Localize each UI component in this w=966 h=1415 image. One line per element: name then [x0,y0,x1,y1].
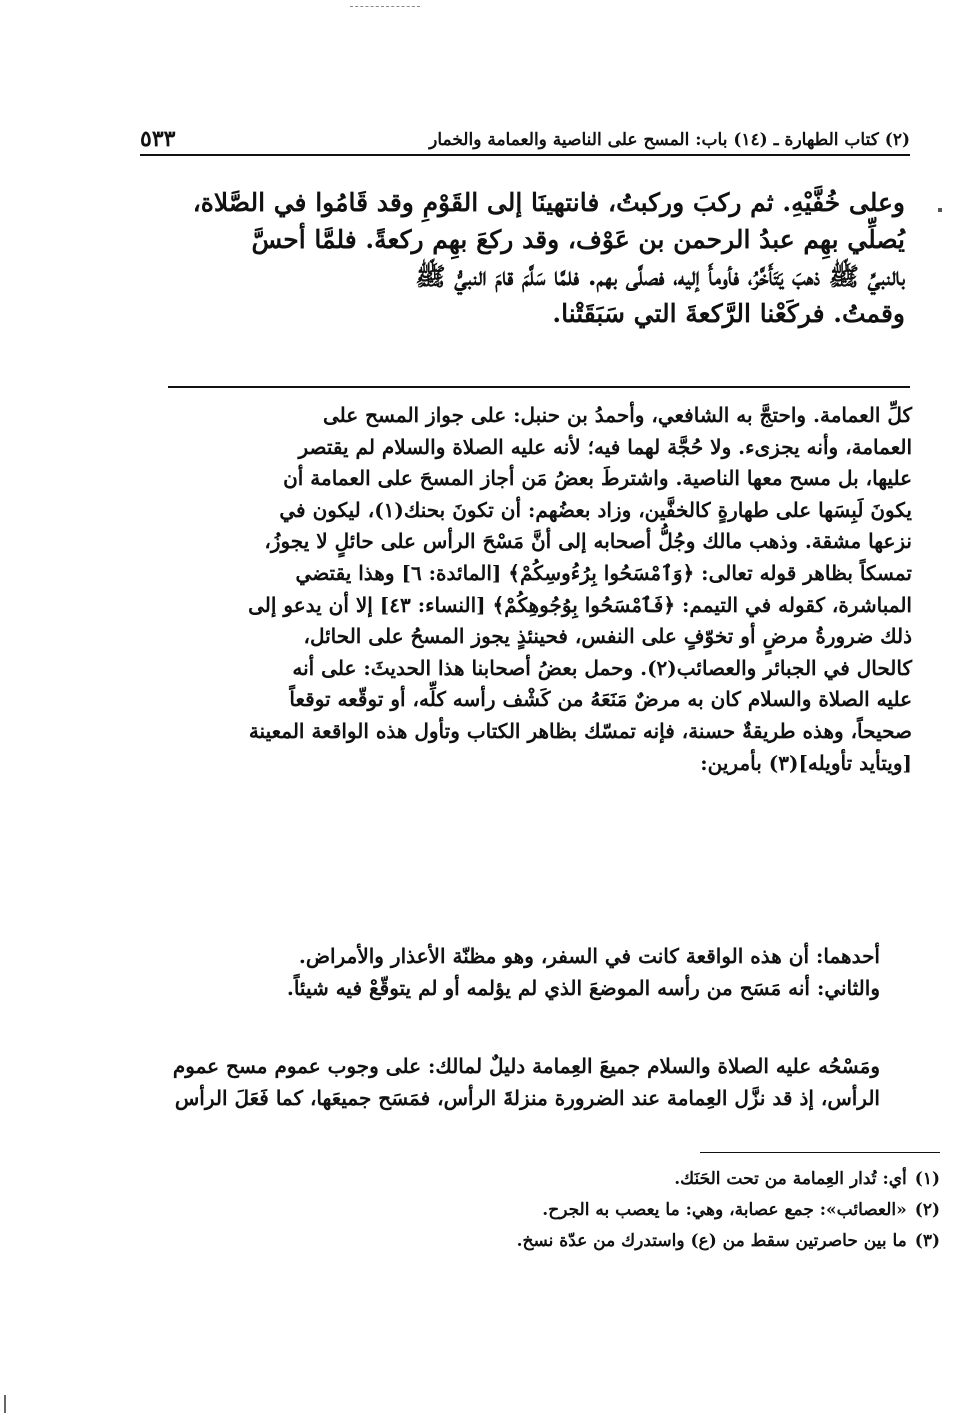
footnote [380,1226,940,1257]
footnote-number: (١) [914,1169,940,1189]
footnotes [380,1164,940,1257]
footnote [380,1164,940,1195]
scan-speck [938,208,942,212]
commentary-line: عليه الصلاة والسلام كان به مرضٌ مَنَعَهُ من كَشْف رأسه كلِّه، أو توقّعه توقعاً [289,687,912,712]
commentary-line: تمسكاً بظاهر قوله تعالى: ﴿وَٱمْسَحُوا بِرُءُوسِكُمْ﴾ [المائدة: ٦] وهذا يقتضي [295,560,912,585]
footnote-number: (٢) [914,1200,940,1220]
commentary-line: ذلك ضرورةُ مرضٍ أو تخوّفٍ على النفس، فحينئذٍ يجوز المسحُ على الحائل، [303,624,912,649]
commentary-line: كلِّ العمامة. واحتجَّ به الشافعي، وأحمدُ بن حنبل: على جواز المسح على [322,403,912,427]
footnote-number: (٣) [914,1231,940,1251]
footnote-divider [700,1152,940,1153]
running-header [140,122,910,156]
hadith-line: وقمتُ. فركَعْنا الرَّكعةَ التي سَبَقَتْنا. [552,299,905,328]
commentary-line: العمامة، وأنه يجزىء. ولا حُجَّة لهما فيه؛ لأنه عليه الصلاة والسلام لم يقتصر [298,434,912,459]
points-list [200,940,880,1004]
commentary-text [160,400,912,779]
footnote-text: «العصائب»: جمع عصابة، وهي: ما يعصب به الجرح. [542,1200,907,1220]
commentary-line: كالحال في الجبائر والعصائب(٢). وحمل بعضُ أصحابنا هذا الحديثَ: على أنه [292,655,912,680]
text-divider [168,386,910,388]
commentary-line: عليها، بل مسح معها الناصية. واشترطَ بعضُ مَن أجاز المسحَ على العمامة أن [283,466,912,491]
commentary-line: صحيحاً، وهذه طريقةٌ حسنة، فإنه تمسّك بظاهر الكتاب وتأول هذه الواقعة المعينة [248,718,912,743]
scan-edge-mark [4,1395,6,1413]
point-first: أحدهما: أن هذه الواقعة كانت في السفر، وهو مظنّة الأعذار والأمراض. [298,944,880,968]
commentary-line: يكونَ لَبِسَها على طهارةٍ كالخفَّين، وزاد بعضُهم: أن تكونَ بحنك(١)، ليكون في [279,497,912,522]
closing-line: ومَسْحُه عليه الصلاة والسلام جميعَ العِمامة دليلٌ لمالك: على وجوب عموم مسح عموم [172,1054,880,1078]
closing-line: الرأس، إذ قد نزَّل العِمامة عند الضرورة منزلةَ الرأس، فمَسَح جميعَها، كما فَعَلَ الرأس [174,1086,880,1110]
hadith-line: وعلى خُفَّيْهِ. ثم ركبَ وركبتُ، فانتهينَا إلى القَوْمِ وقد قَامُوا في الصَّلاة، [192,188,905,217]
commentary-line: المباشرة، كقوله في التيمم: ﴿فَٱمْسَحُوا بِوُجُوهِكُمْ﴾ [النساء: ٤٣] إلا أن يدعو إلى [248,592,912,617]
hadith-text [150,184,905,332]
footnote [380,1195,940,1226]
commentary-line: نزعها مشقة. وذهب مالك وجُلُّ أصحابه إلى أنَّ مَسْحَ الرأس على حائلٍ لا يجوزُ، [264,529,912,554]
footnote-text: أي: تُدار العِمامة من تحت الحَنَك. [674,1169,907,1189]
footnote-text: ما بين حاصرتين سقط من (ع) واستدرك من عدّة نسخ. [516,1231,907,1251]
hadith-line: يُصلِّي بهِم عبدُ الرحمن بن عَوْف، وقد ركعَ بهِم ركعةً. فلمَّا أحسَّ [251,225,905,254]
commentary-line: [ويتأيد تأويله](٣) بأمرين: [700,750,912,775]
hadith-line: بالنبيِّ ﷺ ذهبَ يَتَأَخَّرُ، فأومأَ إليه، فصلَّى بهم. فلمَّا سَلَّمَ قامَ النبيُّ ﷺ [415,262,905,291]
page-number: ٥٣٣ [140,126,176,152]
point-second: والثاني: أنه مَسَح من رأسه الموضعَ الذي لم يؤلمه أو لم يتوقّعْ فيه شيئاً. [286,976,880,1000]
closing-paragraph [100,1050,880,1114]
header-title: (٢) كتاب الطهارة ـ (١٤) باب: المسح على الناصية والعمامة والخمار [429,130,910,150]
scan-dash-mark [350,6,420,7]
